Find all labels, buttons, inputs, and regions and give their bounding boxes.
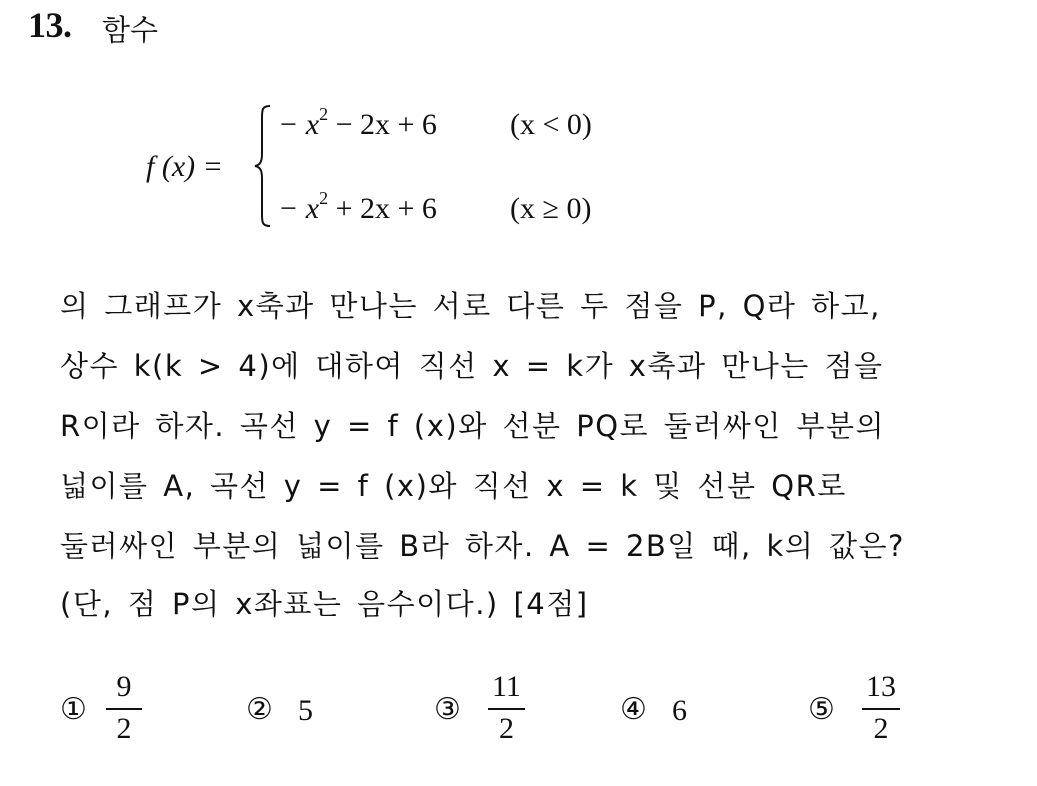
function-lhs: f (x) = xyxy=(146,150,223,183)
fraction-bar xyxy=(106,708,142,710)
case-2-expression xyxy=(278,188,437,226)
choice-1-marker: ① xyxy=(60,692,87,727)
body-line-6: (단, 점 P의 x좌표는 음수이다.) [4점] xyxy=(60,587,589,621)
body-line-3: R이라 하자. 곡선 y = f (x)와 선분 PQ로 둘러싸인 부분의 xyxy=(60,409,886,443)
case-2-condition: (x ≥ 0) xyxy=(510,192,592,225)
body-line-4: 넓이를 A, 곡선 y = f (x)와 직선 x = k 및 선분 QR로 xyxy=(60,469,847,503)
case-2-exponent: 2 xyxy=(319,188,329,208)
choice-1-denominator: 2 xyxy=(116,712,132,745)
body-line-1: 의 그래프가 x축과 만나는 서로 다른 두 점을 P, Q라 하고, xyxy=(60,289,881,323)
choice-5-fraction xyxy=(862,670,900,746)
brace-icon xyxy=(252,104,274,228)
choice-4-marker: ④ xyxy=(620,692,647,727)
choice-1[interactable] xyxy=(60,670,180,750)
case-1-exponent: 2 xyxy=(319,104,329,124)
question-title: 함수 xyxy=(102,13,159,47)
choice-3[interactable] xyxy=(434,670,554,750)
choice-3-denominator: 2 xyxy=(498,712,514,745)
choice-3-marker: ③ xyxy=(434,692,461,727)
body-line-5: 둘러싸인 부분의 넓이를 B라 하자. A = 2B일 때, k의 값은? xyxy=(60,529,905,563)
choice-4[interactable] xyxy=(620,670,740,750)
body-line-2: 상수 k(k > 4)에 대하여 직선 x = k가 x축과 만나는 점을 xyxy=(60,349,884,383)
choice-5-numerator: 13 xyxy=(866,670,896,703)
fraction-bar xyxy=(488,708,525,710)
choice-2[interactable] xyxy=(246,670,366,750)
choice-1-fraction xyxy=(106,670,142,746)
case-2-expr-b: + 2x + 6 xyxy=(328,192,437,225)
choice-3-fraction xyxy=(488,670,525,746)
choice-5-denominator: 2 xyxy=(873,712,889,745)
choice-5-marker: ⑤ xyxy=(808,692,835,727)
case-1-condition: (x < 0) xyxy=(510,108,592,141)
case-1-expr-a: − x xyxy=(278,108,320,141)
choice-3-numerator: 11 xyxy=(492,670,521,703)
case-1-expression xyxy=(278,104,437,142)
choice-5[interactable] xyxy=(808,670,928,750)
choice-2-value: 5 xyxy=(298,694,313,727)
choice-2-marker: ② xyxy=(246,692,273,727)
case-1-expr-b: − 2x + 6 xyxy=(328,108,437,141)
piecewise-brace xyxy=(252,104,274,232)
choice-1-numerator: 9 xyxy=(116,670,132,703)
question-number: 13. xyxy=(28,5,72,45)
case-2-expr-a: − x xyxy=(278,192,320,225)
fraction-bar xyxy=(862,708,900,710)
choice-4-value: 6 xyxy=(672,694,687,727)
